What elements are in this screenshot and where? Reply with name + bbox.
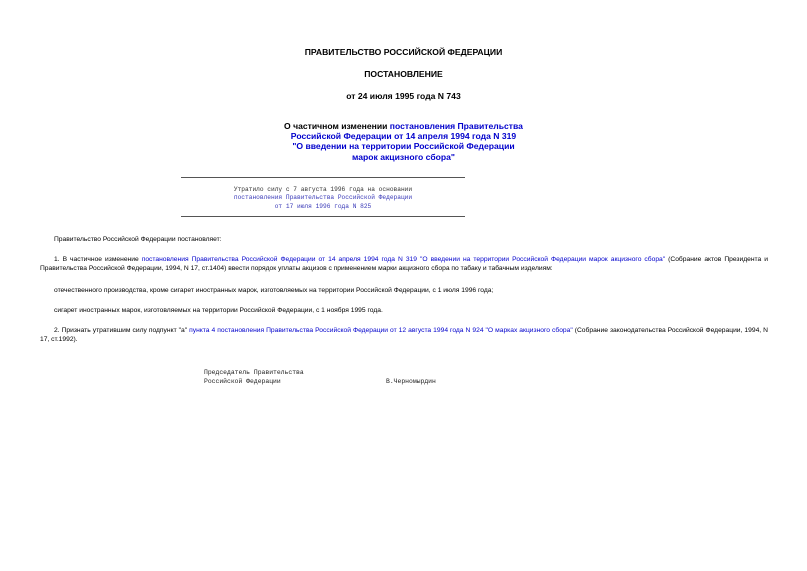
paragraph-1 xyxy=(40,255,768,274)
document-type: ПОСТАНОВЛЕНИЕ xyxy=(364,69,443,79)
repeal-note-link-1[interactable]: постановления Правительства Российской Федерации xyxy=(233,194,413,202)
intro-paragraph: Правительство Российской Федерации постановляет: xyxy=(54,236,222,243)
paragraph-4-link[interactable]: пункта 4 постановления Правительства Российской Федерации от 12 августа 1994 года N 924 "О марках акцизного сбора" xyxy=(189,327,573,334)
paragraph-1-link[interactable]: постановления Правительства Российской Федерации от 14 апреля 1994 года N 319 "О введении на территории Российской Федерации марок акцизного сбора" xyxy=(141,256,666,263)
signature-position-line-2: Российской Федерации xyxy=(204,378,281,385)
paragraph-3: сигарет иностранных марок, изготовляемых на территории Российской Федерации, с 1 ноября 1995 года. xyxy=(54,307,383,314)
paragraph-1-start: 1. В частичное изменение xyxy=(54,256,142,263)
paragraph-4-end: (Собрание законодательства Российской Федерации, 1994, N 17, ст.1992). xyxy=(40,327,768,344)
title-link-line-3[interactable]: "О введении на территории Российской Федерации xyxy=(292,141,515,152)
paragraph-4-start: 2. Признать утратившим силу подпункт "а" xyxy=(54,327,190,334)
document-title xyxy=(250,121,557,162)
signature-name: В.Черномырдин xyxy=(386,378,436,385)
divider-top xyxy=(181,177,465,178)
title-link-line-4[interactable]: марок акцизного сбора" xyxy=(352,151,455,162)
paragraph-2: отечественного производства, кроме сигарет иностранных марок, изготовляемых на территории Российской Федерации, с 1 июля 1996 года; xyxy=(54,287,494,294)
signature-position-line-1: Председатель Правительства xyxy=(204,369,304,376)
divider-bottom xyxy=(181,216,465,217)
issuing-authority: ПРАВИТЕЛЬСТВО РОССИЙСКОЙ ФЕДЕРАЦИИ xyxy=(304,47,503,57)
title-link-line-2[interactable]: Российской Федерации от 14 апреля 1994 года N 319 xyxy=(290,131,517,142)
paragraph-1-end: (Собрание актов Президента и Правительства Российской Федерации, 1994, N 17, ст.1404) ввести порядок уплаты акцизов с применением марки акцизного сбора по табаку и табачным изделиям: xyxy=(40,256,768,273)
repeal-note-link-2[interactable]: от 17 июля 1996 года N 825 xyxy=(274,202,372,210)
title-prefix: О частичном изменении xyxy=(284,121,390,131)
repeal-note xyxy=(181,186,465,211)
repeal-note-line-1: Утратило силу с 7 августа 1996 года на основании xyxy=(233,186,413,193)
title-link-line-1[interactable]: постановления Правительства xyxy=(389,121,523,131)
paragraph-4 xyxy=(40,326,768,345)
document-date: от 24 июля 1995 года N 743 xyxy=(346,91,461,101)
